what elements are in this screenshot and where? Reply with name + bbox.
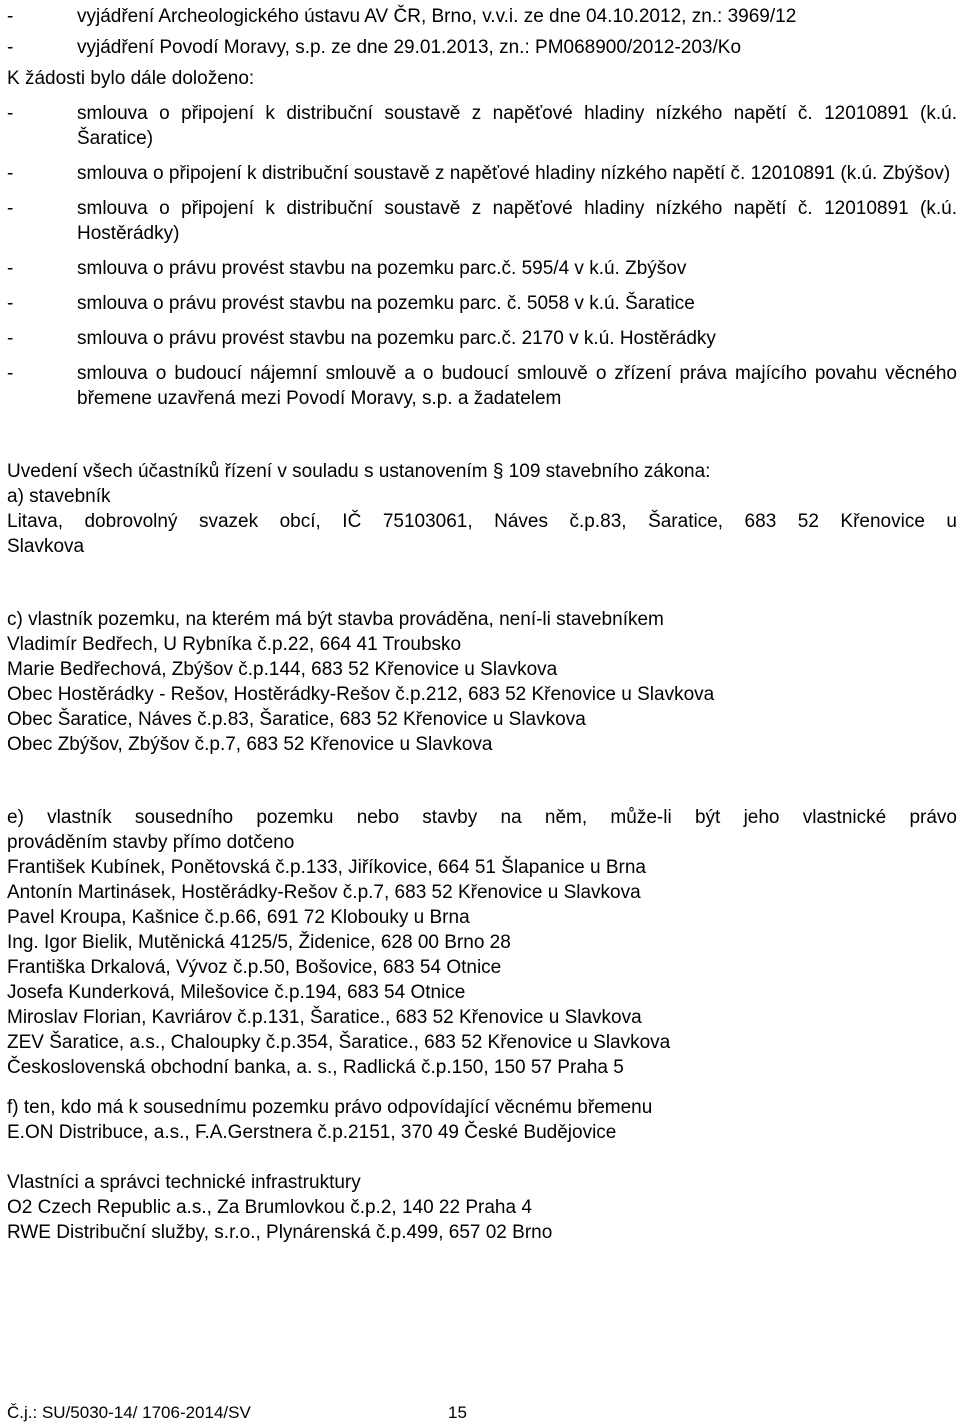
list-item-text: smlouva o připojení k distribuční soustavě z napěťové hladiny nízkého napětí č. 12010891 (k.ú. Hostěrádky) bbox=[77, 198, 957, 244]
owner-line: Obec Zbýšov, Zbýšov č.p.7, 683 52 Křenovice u Slavkova bbox=[7, 734, 493, 755]
neighbor-line: Československá obchodní banka, a. s., Radlická č.p.150, 150 57 Praha 5 bbox=[7, 1057, 624, 1078]
participants-section bbox=[7, 459, 957, 559]
list-item bbox=[7, 361, 957, 411]
infrastructure-line: RWE Distribuční služby, s.r.o., Plynárenská č.p.499, 657 02 Brno bbox=[7, 1222, 553, 1243]
owners-heading: c) vlastník pozemku, na kterém má být stavba prováděna, není-li stavebníkem bbox=[7, 609, 664, 630]
neighbor-line: Františka Drkalová, Vývoz č.p.50, Bošovice, 683 54 Otnice bbox=[7, 957, 502, 978]
list-item bbox=[7, 4, 957, 29]
reference-number: Č.j.: SU/5030-14/ 1706-2014/SV bbox=[7, 1403, 251, 1422]
participants-intro-text: Uvedení všech účastníků řízení v souladu s ustanovením bbox=[7, 461, 493, 482]
owner-line: Marie Bedřechová, Zbýšov č.p.144, 683 52 Křenovice u Slavkova bbox=[7, 659, 558, 680]
attached-list bbox=[7, 101, 957, 411]
neighbor-line: Ing. Igor Bielik, Mutěnická 4125/5, Židenice, 628 00 Brno 28 bbox=[7, 932, 511, 953]
list-item bbox=[7, 326, 957, 351]
list-item bbox=[7, 291, 957, 316]
list-dash: - bbox=[7, 258, 14, 279]
list-item-text: smlouva o připojení k distribuční soustavě z napěťové hladiny nízkého napětí č. 12010891 (k.ú. Zbýšov) bbox=[77, 163, 951, 184]
document-page bbox=[7, 4, 957, 1245]
list-item-text: vyjádření Povodí Moravy, s.p. ze dne 29.01.2013, zn.: PM068900/2012-203/Ko bbox=[77, 37, 742, 58]
section-sign: § bbox=[492, 461, 504, 482]
list-item-text: smlouva o připojení k distribuční soustavě z napěťové hladiny nízkého napětí č. 12010891 (k.ú. Šaratice) bbox=[77, 103, 957, 149]
list-dash: - bbox=[7, 163, 14, 184]
easement-line: E.ON Distribuce, a.s., F.A.Gerstnera č.p.2151, 370 49 České Budějovice bbox=[7, 1122, 617, 1143]
list-dash: - bbox=[7, 363, 14, 384]
list-item bbox=[7, 256, 957, 281]
owners-section bbox=[7, 607, 957, 757]
participants-intro bbox=[7, 459, 957, 484]
list-item bbox=[7, 161, 957, 186]
neighbor-line: ZEV Šaratice, a.s., Chaloupky č.p.354, Šaratice., 683 52 Křenovice u Slavkova bbox=[7, 1032, 671, 1053]
neighbor-line: František Kubínek, Ponětovská č.p.133, Jiříkovice, 664 51 Šlapanice u Brna bbox=[7, 857, 646, 878]
infrastructure-section bbox=[7, 1170, 957, 1245]
neighbor-line: Pavel Kroupa, Kašnice č.p.66, 691 72 Klobouky u Brna bbox=[7, 907, 470, 928]
neighbor-line: Antonín Martinásek, Hostěrádky-Rešov č.p.7, 683 52 Křenovice u Slavkova bbox=[7, 882, 641, 903]
applicant-line-cont: Slavkova bbox=[7, 536, 85, 557]
infrastructure-line: O2 Czech Republic a.s., Za Brumlovkou č.p.2, 140 22 Praha 4 bbox=[7, 1197, 532, 1218]
list-dash: - bbox=[7, 293, 14, 314]
list-dash: - bbox=[7, 198, 14, 219]
list-dash: - bbox=[7, 328, 14, 349]
applicant-heading: a) stavebník bbox=[7, 486, 111, 507]
owner-line: Obec Šaratice, Náves č.p.83, Šaratice, 683 52 Křenovice u Slavkova bbox=[7, 709, 586, 730]
top-list bbox=[7, 4, 957, 60]
list-item-text: smlouva o budoucí nájemní smlouvě a o budoucí smlouvě o zřízení práva majícího povahu věcného břemene uzavřená mezi Povodí Moravy, s.p. a žadatelem bbox=[77, 363, 957, 409]
applicant-line: Litava, dobrovolný svazek obcí, IČ 75103061, Náves č.p.83, Šaratice, 683 52 Křenovice u bbox=[7, 511, 957, 532]
list-dash: - bbox=[7, 6, 14, 27]
list-item-text: smlouva o právu provést stavbu na pozemku parc. č. 5058 v k.ú. Šaratice bbox=[77, 293, 695, 314]
owner-line: Vladimír Bedřech, U Rybníka č.p.22, 664 41 Troubsko bbox=[7, 634, 462, 655]
page-footer bbox=[7, 1402, 957, 1424]
page-number: 15 bbox=[448, 1403, 467, 1422]
neighbor-line: Miroslav Florian, Kavriárov č.p.131, Šaratice., 683 52 Křenovice u Slavkova bbox=[7, 1007, 642, 1028]
list-item-text: smlouva o právu provést stavbu na pozemku parc.č. 595/4 v k.ú. Zbýšov bbox=[77, 258, 687, 279]
easement-heading: f) ten, kdo má k sousednímu pozemku právo odpovídající věcnému břemenu bbox=[7, 1097, 653, 1118]
neighbors-heading: e) vlastník sousedního pozemku nebo stavby na něm, může-li být jeho vlastnické právo bbox=[7, 807, 957, 828]
attached-heading: K žádosti bylo dále doloženo: bbox=[7, 68, 255, 89]
easement-section bbox=[7, 1095, 957, 1145]
list-item-text: vyjádření Archeologického ústavu AV ČR, Brno, v.v.i. ze dne 04.10.2012, zn.: 3969/12 bbox=[77, 6, 797, 27]
neighbors-heading-cont: prováděním stavby přímo dotčeno bbox=[7, 832, 295, 853]
neighbors-section bbox=[7, 805, 957, 1080]
infrastructure-heading: Vlastníci a správci technické infrastruktury bbox=[7, 1172, 361, 1193]
participants-intro-tail: 109 stavebního zákona: bbox=[503, 461, 711, 482]
list-item bbox=[7, 35, 957, 60]
list-item bbox=[7, 196, 957, 246]
owner-line: Obec Hostěrádky - Rešov, Hostěrádky-Rešov č.p.212, 683 52 Křenovice u Slavkova bbox=[7, 684, 715, 705]
list-item bbox=[7, 101, 957, 151]
list-item-text: smlouva o právu provést stavbu na pozemku parc.č. 2170 v k.ú. Hostěrádky bbox=[77, 328, 716, 349]
neighbor-line: Josefa Kunderková, Milešovice č.p.194, 683 54 Otnice bbox=[7, 982, 466, 1003]
list-dash: - bbox=[7, 103, 14, 124]
list-dash: - bbox=[7, 37, 14, 58]
